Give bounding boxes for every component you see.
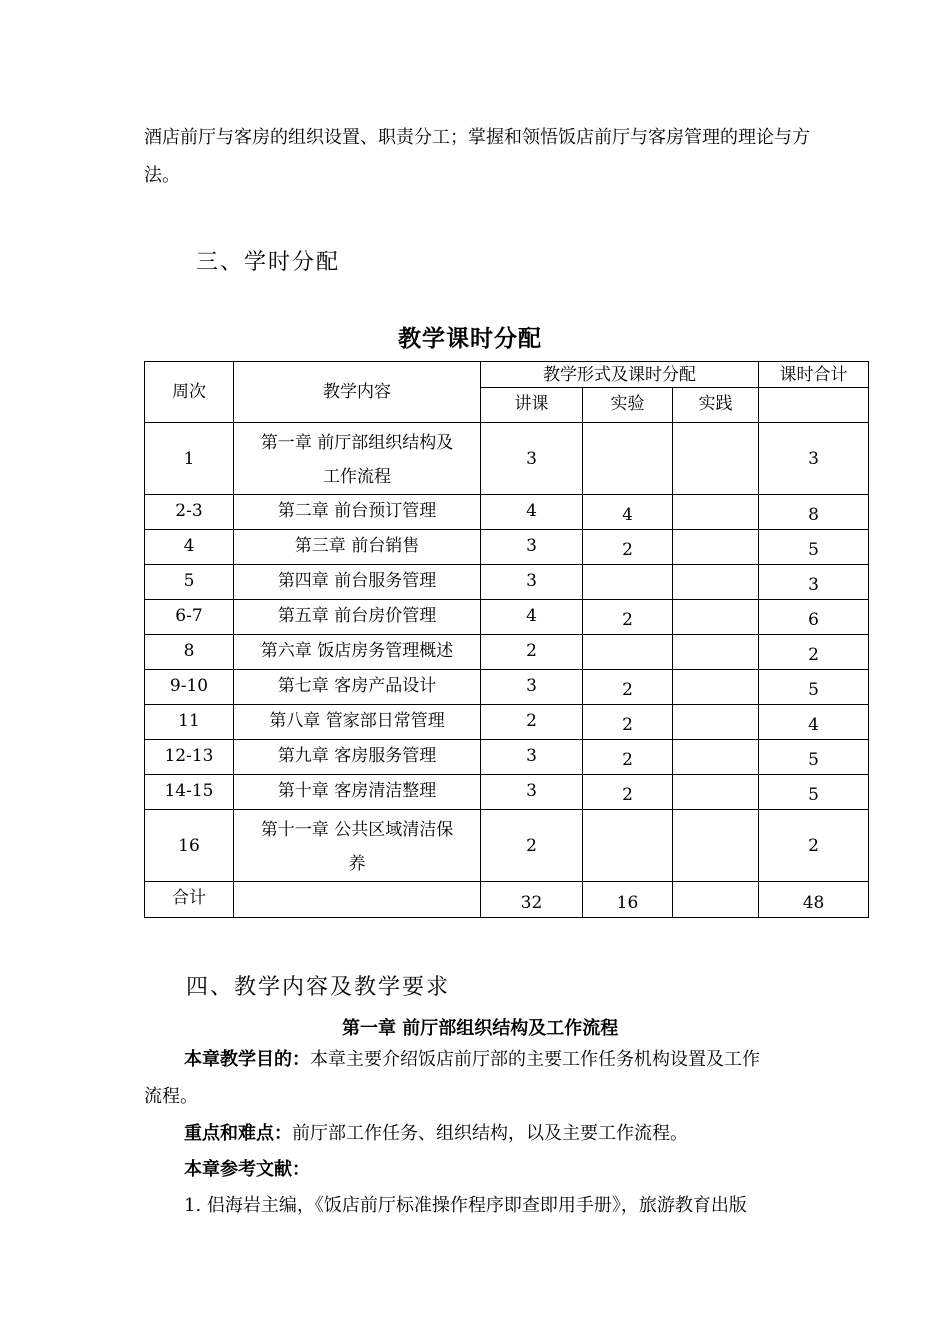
cell-experiment [583,635,673,670]
cell-week: 2-3 [145,495,234,530]
cell-lecture: 3 [481,740,583,775]
cell-content-line-1: 第十一章 公共区域清洁保 [260,819,454,840]
cell-experiment [583,565,673,600]
cell-experiment: 2 [583,530,673,565]
cell-content [234,810,481,882]
cell-total: 3 [759,423,869,495]
objective-text: 本章主要介绍饭店前厅部的主要工作任务机构设置及工作 [310,1049,760,1070]
table-sum-row [145,882,869,918]
cell-week: 11 [145,705,234,740]
cell-lecture: 3 [481,670,583,705]
cell-sum-label: 合计 [145,882,234,918]
table-title: 教学课时分配 [398,325,542,352]
cell-experiment: 2 [583,600,673,635]
cell-lecture: 3 [481,530,583,565]
cell-lecture: 3 [481,565,583,600]
table-row [145,810,869,882]
cell-total: 5 [759,775,869,810]
cell-week: 8 [145,635,234,670]
cell-total: 5 [759,530,869,565]
header-lecture: 讲课 [481,388,583,423]
intro-line-2: 法。 [144,165,180,186]
cell-week: 1 [145,423,234,495]
cell-content: 第十章 客房清洁整理 [234,775,481,810]
cell-practice [673,670,759,705]
cell-content: 第六章 饭店房务管理概述 [234,635,481,670]
key-points-line [184,1124,688,1144]
references-label: 本章参考文献： [184,1159,310,1180]
chapter-title: 第一章 前厅部组织结构及工作流程 [342,1018,619,1039]
header-content: 教学内容 [234,362,481,423]
table-row [145,670,869,705]
hours-allocation-table [144,361,869,918]
cell-practice [673,423,759,495]
cell-content-line-2: 工作流程 [323,466,391,487]
reference-item: 1. 侣海岩主编，《饭店前厅标准操作程序即查即用手册》，旅游教育出版 [184,1195,747,1216]
cell-content: 第五章 前台房价管理 [234,600,481,635]
cell-week: 9-10 [145,670,234,705]
cell-sum-content [234,882,481,918]
cell-lecture: 3 [481,423,583,495]
cell-content [234,423,481,495]
cell-experiment: 2 [583,740,673,775]
table-row [145,775,869,810]
cell-practice [673,635,759,670]
cell-sum-practice [673,882,759,918]
cell-practice [673,530,759,565]
cell-total: 3 [759,565,869,600]
cell-experiment [583,810,673,882]
objective-line [184,1050,760,1070]
cell-sum-experiment: 16 [583,882,673,918]
cell-practice [673,565,759,600]
cell-experiment: 2 [583,705,673,740]
section-4-heading: 四、教学内容及教学要求 [186,975,451,1000]
cell-week: 4 [145,530,234,565]
cell-lecture: 2 [481,635,583,670]
cell-lecture: 4 [481,600,583,635]
key-points-text: 前厅部工作任务、组织结构，以及主要工作流程。 [292,1123,688,1144]
cell-content: 第七章 客房产品设计 [234,670,481,705]
cell-practice [673,600,759,635]
cell-content: 第三章 前台销售 [234,530,481,565]
cell-practice [673,810,759,882]
cell-week: 16 [145,810,234,882]
table-header-row-1 [145,362,869,388]
header-experiment: 实验 [583,388,673,423]
cell-total: 5 [759,740,869,775]
cell-content-line-2: 养 [348,853,366,874]
cell-lecture: 2 [481,810,583,882]
table-row [145,495,869,530]
table-row [145,740,869,775]
cell-experiment: 2 [583,670,673,705]
cell-experiment: 2 [583,775,673,810]
cell-practice [673,705,759,740]
cell-content: 第九章 客房服务管理 [234,740,481,775]
cell-content-line-1: 第一章 前厅部组织结构及 [260,432,454,453]
objective-continuation: 流程。 [144,1086,198,1107]
cell-practice [673,775,759,810]
cell-total: 8 [759,495,869,530]
cell-content: 第二章 前台预订管理 [234,495,481,530]
objective-label: 本章教学目的： [184,1049,310,1070]
table-row [145,705,869,740]
cell-experiment [583,423,673,495]
cell-experiment: 4 [583,495,673,530]
cell-sum-total: 48 [759,882,869,918]
intro-line-1: 酒店前厅与客房的组织设置、职责分工；掌握和领悟饭店前厅与客房管理的理论与方 [144,127,810,148]
cell-practice [673,740,759,775]
cell-total: 2 [759,635,869,670]
cell-week: 6-7 [145,600,234,635]
cell-content: 第四章 前台服务管理 [234,565,481,600]
cell-total: 5 [759,670,869,705]
header-total-blank [759,388,869,423]
section-3-heading: 三、学时分配 [196,250,341,275]
cell-sum-lecture: 32 [481,882,583,918]
key-points-label: 重点和难点： [184,1123,292,1144]
cell-lecture: 3 [481,775,583,810]
cell-lecture: 2 [481,705,583,740]
table-row [145,530,869,565]
cell-total: 6 [759,600,869,635]
cell-total: 4 [759,705,869,740]
cell-content: 第八章 管家部日常管理 [234,705,481,740]
cell-lecture: 4 [481,495,583,530]
header-form-group: 教学形式及课时分配 [481,362,759,388]
table-row [145,565,869,600]
table-row [145,635,869,670]
cell-practice [673,495,759,530]
cell-week: 5 [145,565,234,600]
table-row [145,600,869,635]
header-total: 课时合计 [759,362,869,388]
table-row [145,423,869,495]
header-week: 周次 [145,362,234,423]
cell-total: 2 [759,810,869,882]
cell-week: 12-13 [145,740,234,775]
cell-week: 14-15 [145,775,234,810]
header-practice: 实践 [673,388,759,423]
